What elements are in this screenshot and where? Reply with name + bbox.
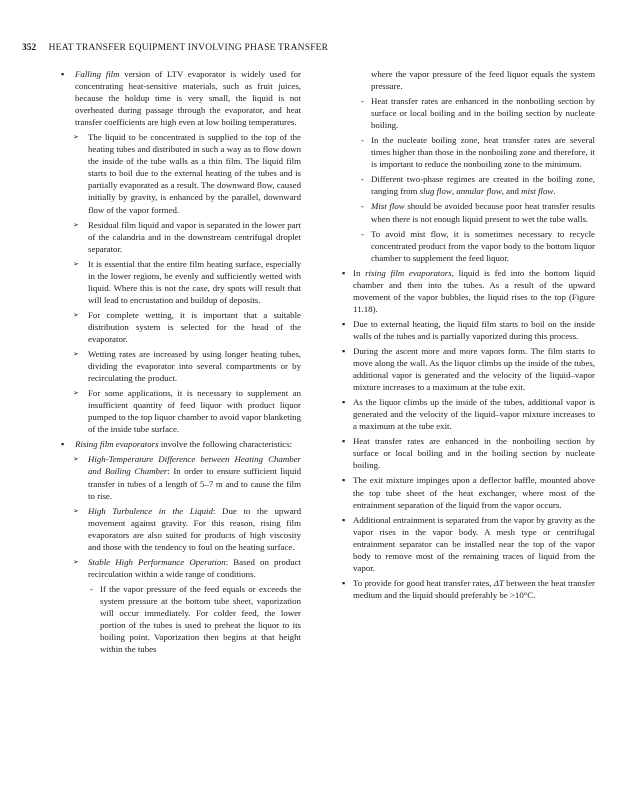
- bullet-paragraph: ▪ To provide for good heat transfer rates, ΔT between the heat transfer medium and the liquid should preferably be >10°C.: [342, 577, 595, 601]
- bullet-paragraph: ▪ In rising film evaporators, liquid is fed into the bottom liquid chamber and then into the tubes. As a result of the upward movement of the vapor bubbles, the liquid rises to the top (Figure 11.18).: [342, 267, 595, 315]
- sub-bullet-paragraph: ➢ Wetting rates are increased by using longer heating tubes, dividing the evaporator into several compartments or by recirculating the product.: [61, 348, 301, 384]
- bullet-paragraph: ▪ Due to external heating, the liquid film starts to boil on the inside walls of the tubes and is partially vaporized during this process.: [342, 318, 595, 342]
- bullet-paragraph: ▪ During the ascent more and more vapors form. The film starts to move along the wall. As the liquor climbs up the inside of the tubes, additional vapor is generated and the velocity of the liquid–vapor mixture increases to a maximum at the tube exit.: [342, 345, 595, 393]
- dash-item: - Heat transfer rates are enhanced in the nonboiling section by surface or local boiling and in the boiling section by nucleate boiling.: [342, 95, 595, 131]
- bullet-paragraph: ▪ As the liquor climbs up the inside of the tubes, additional vapor is generated and the velocity of the liquid–vapor mixture increases to a maximum at the tube exit.: [342, 396, 595, 432]
- dash-item: - If the vapor pressure of the feed equals or exceeds the system pressure at the bottom tube sheet, vaporization will occur immediately. For colder feed, the lower portion of the tubes is used to preheat the liquor to its boiling point. Vaporization then begins at that height within the tubes: [61, 583, 301, 655]
- sub-bullet-paragraph: ➢ For some applications, it is necessary to supplement an insufficient quantity of feed liquor with product liquor pumped to the top liquor chamber to avoid vapor blanketing of the inside tube surface.: [61, 387, 301, 435]
- dash-item: - Different two-phase regimes are created in the boiling zone, ranging from slug flow, annular flow, and mist flow.: [342, 173, 595, 197]
- sub-bullet-paragraph: ➢ It is essential that the entire film heating surface, especially in the lower regions, be evenly and sufficiently wetted with liquid. Where this is not the case, dry spots will result that will lead to encrustation and buildup of deposits.: [61, 258, 301, 306]
- sub-bullet-paragraph: ➢ Stable High Performance Operation: Based on product recirculation within a wide range of conditions.: [61, 556, 301, 580]
- sub-bullet-paragraph: ➢ High-Temperature Difference between Heating Chamber and Boiling Chamber: In order to ensure sufficient liquid transfer in tubes of a length of 5–7 m and to cause the film to rise.: [61, 453, 301, 501]
- bullet-paragraph: ▪ Rising film evaporators involve the following characteristics:: [61, 438, 301, 450]
- bullet-paragraph: ▪ Heat transfer rates are enhanced in the nonboiling section by surface or local boiling and in the boiling section by nucleate boiling.: [342, 435, 595, 471]
- continued-text: where the vapor pressure of the feed liquor equals the system pressure.: [371, 69, 595, 92]
- page-header: [22, 43, 328, 53]
- sub-bullet-paragraph: ➢ The liquid to be concentrated is supplied to the top of the heating tubes and distributed in such a way as to flow down the inside of the tube walls as a thin film. The liquid film starts to boil due to the external heating of the tubes and is partially evaporated as a result. The downward flow, caused initially by gravity, is enhanced by the parallel, downward flow of the vapor formed.: [61, 131, 301, 215]
- sub-bullet-paragraph: ➢ High Turbulence in the Liquid: Due to the upward movement against gravity. For this reason, rising film evaporators are also suited for products of high viscosity and those with the tendency to foul on the heating surface.: [61, 505, 301, 553]
- left-column: [61, 68, 301, 658]
- right-column: [342, 68, 595, 604]
- bullet-paragraph: ▪ The exit mixture impinges upon a deflector baffle, mounted above the top tube sheet of the heat exchanger, where most of the entrainment separation of the liquid from the vapor occurs.: [342, 474, 595, 510]
- sub-bullet-paragraph: ➢ Residual film liquid and vapor is separated in the lower part of the calandria and in the downstream centrifugal droplet separator.: [61, 219, 301, 255]
- page-number: 352: [22, 43, 37, 53]
- dash-item: - To avoid mist flow, it is sometimes necessary to recycle concentrated product from the vapor body to the bottom liquor chamber to supplement the feed liquor.: [342, 228, 595, 264]
- dash-item: - Mist flow should be avoided because poor heat transfer results when there is not enough liquid present to wet the tube walls.: [342, 200, 595, 224]
- sub-bullet-paragraph: ➢ For complete wetting, it is important that a suitable distribution system is selected for the head of the evaporator.: [61, 309, 301, 345]
- bullet-paragraph: ▪ Additional entrainment is separated from the vapor by gravity as the vapor rises in the vapor body. A mesh type or centrifugal entrainment separator can be installed near the top of the vapor body to remove most of the remaining traces of liquid from the vapor.: [342, 514, 595, 574]
- bullet-paragraph: ▪ Falling film version of LTV evaporator is widely used for concentrating heat-sensitive materials, such as fruit juices, because the holdup time is very small, the liquid is not overheated during passage through the evaporator, and heat transfer coefficients are high even at low boiling temperatures.: [61, 68, 301, 128]
- running-title: HEAT TRANSFER EQUIPMENT INVOLVING PHASE TRANSFER: [48, 43, 329, 53]
- dash-item: - In the nucleate boiling zone, heat transfer rates are several times higher than those in the nonboiling zone and therefore, it is important to reduce the nonboiling zone to the minimum.: [342, 134, 595, 170]
